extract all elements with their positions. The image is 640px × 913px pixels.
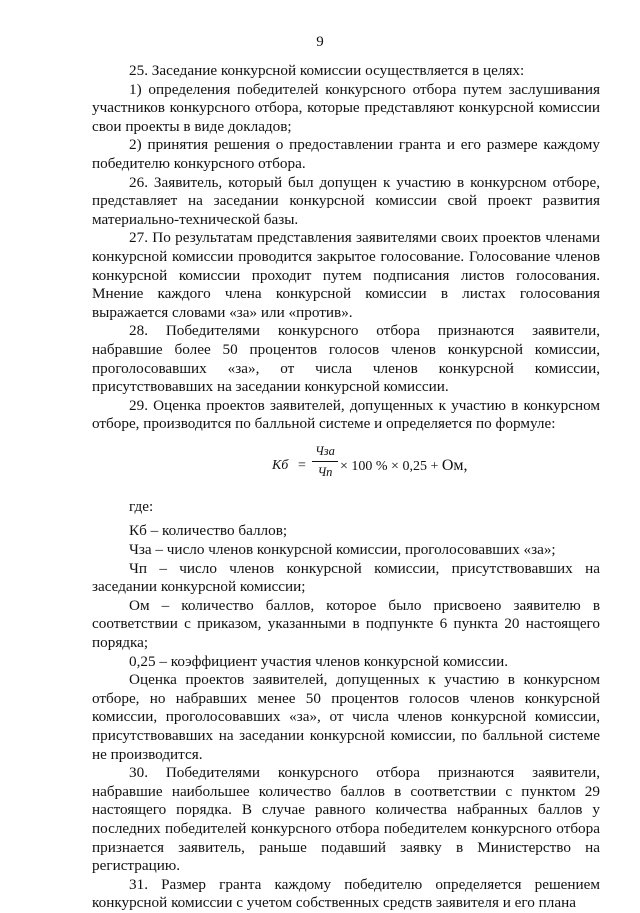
paragraph-26: 26. Заявитель, который был допущен к участию в конкурсном отборе, представляет на заседании конкурсной комиссии свой проект развития материально-технической базы. [92, 173, 600, 228]
where-label: где: [129, 497, 154, 515]
paragraph-27: 27. По результатам представления заявителями своих проектов членами конкурсной комиссии проводится закрытое голосование. Голосование членов конкурсной комиссии проходит путем подписания листов голосования. Мнение каждого члена конкурсной комиссии в листах голосования выражается словами «за» или «против». [92, 229, 600, 321]
score-formula [92, 440, 600, 494]
paragraph-25-item-1: 1) определения победителей конкурсного отбора путем заслушивания участников конкурсного отбора, которые представляют конкурсной комиссии свои проекты в виде докладов; [92, 80, 600, 135]
formula-multiplier: × 100 % × 0,25 + [340, 458, 439, 474]
definition-kb: Кб – количество баллов; [129, 522, 288, 540]
formula-lhs: Кб [272, 457, 289, 473]
paragraph-25: 25. Заседание конкурсной комиссии осуществляется в целях: [129, 62, 525, 79]
page-number: 9 [316, 34, 324, 50]
formula-denominator: Чп [317, 465, 333, 480]
definition-chp: Чп – число членов конкурсной комиссии, присутствовавших на заседании конкурсной комиссии; [92, 559, 600, 596]
formula-tail [340, 457, 468, 477]
definition-coefficient: 0,25 – коэффициент участия членов конкурсной комиссии. [129, 652, 509, 670]
definition-chza: Чза – число членов конкурсной комиссии, проголосовавших «за»; [129, 541, 556, 559]
formula-fraction [312, 442, 338, 482]
paragraph-31: 31. Размер гранта каждому победителю определяется решением конкурсной комиссии с учетом собственных средств заявителя и его плана [92, 875, 600, 912]
formula-equals: = [298, 457, 306, 473]
paragraph-30: 30. Победителями конкурсного отбора признаются заявители, набравшие наибольшее количество баллов в соответствии с пунктом 29 настоящего порядка. В случае равного количества набранных баллов у последних победителей конкурсного отбора победителем конкурсного отбора признается заявитель, раньше подавший заявку в Министерство на регистрацию. [92, 764, 600, 875]
paragraph-29: 29. Оценка проектов заявителей, допущенных к участию в конкурсном отборе, производится по балльной системе и определяется по формуле: [92, 396, 600, 433]
definition-om: Ом – количество баллов, которое было присвоено заявителю в соответствии с приказом, указанными в подпункте 6 пункта 20 настоящего порядка; [92, 596, 600, 652]
formula-numerator: Чза [312, 442, 338, 463]
document-body [92, 62, 600, 913]
paragraph-25-item-2: 2) принятия решения о предоставлении гранта и его размере каждому победителю конкурсного отбора. [92, 136, 600, 172]
paragraph-28: 28. Победителями конкурсного отбора признаются заявители, набравшие более 50 процентов голосов членов конкурсной комиссии, проголосовавших «за», от числа членов конкурсной комиссии, присутствовавших на заседании конкурсной комиссии. [92, 322, 600, 396]
paragraph-assessment-note: Оценка проектов заявителей, допущенных к участию в конкурсном отборе, но набравших менее 50 процентов голосов членов конкурсной комиссии, проголосовавших «за», от числа членов конкурсной комиссии, присутствовавших на заседании конкурсной комиссии, по балльной системе не производится. [92, 671, 600, 763]
formula-om: Ом, [441, 456, 468, 474]
